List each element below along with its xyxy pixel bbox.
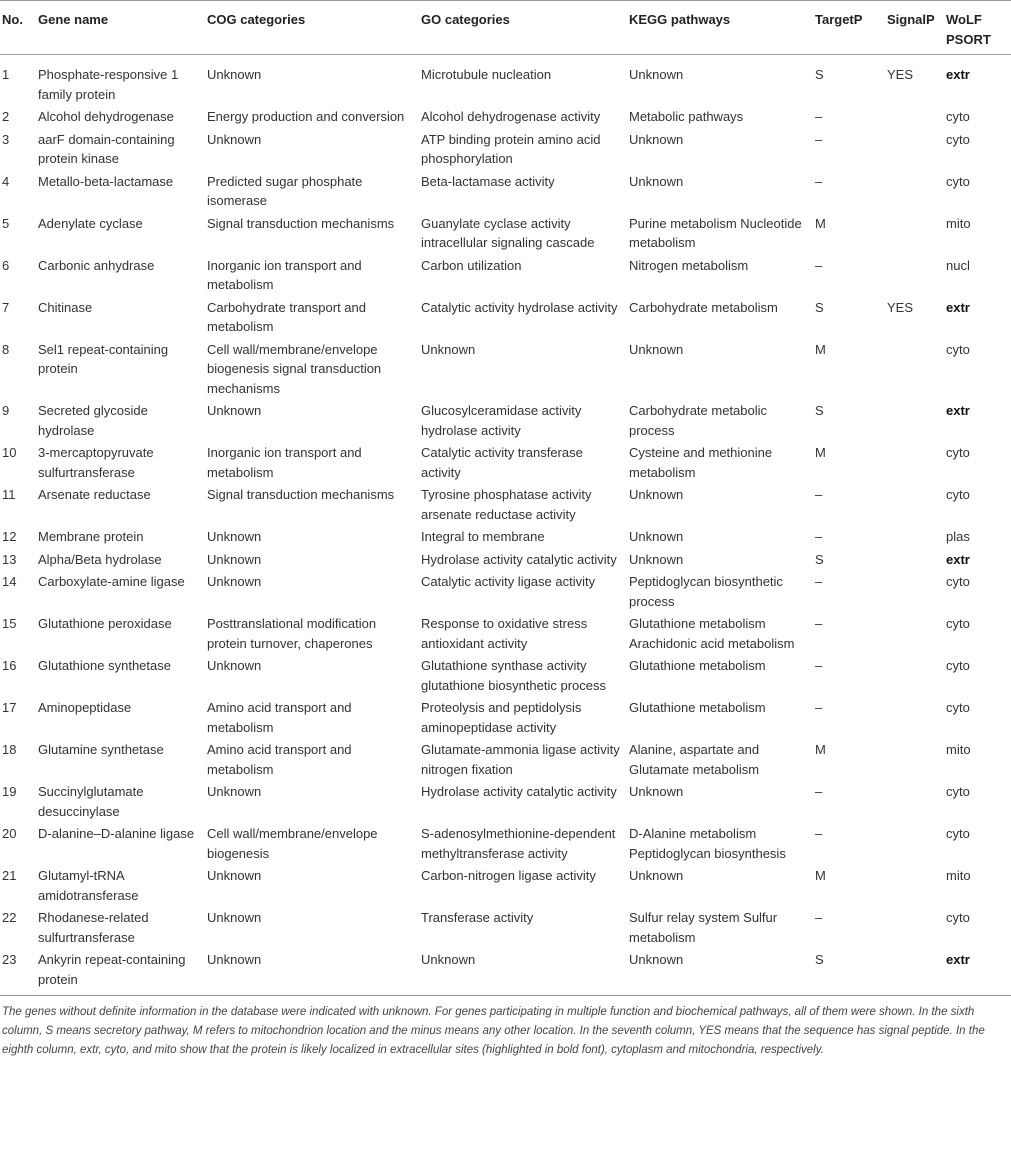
table-row <box>0 907 1011 949</box>
cell-no: 3 <box>2 131 10 147</box>
cell-kegg-pathway: Unknown <box>629 551 684 567</box>
cell-cog-category: Cell wall/membrane/envelope biogenesis <box>207 826 378 861</box>
cell-no: 20 <box>2 826 17 841</box>
cell-targetp: M <box>815 868 826 883</box>
cell-signalp <box>887 781 946 823</box>
header-targetp: TargetP <box>815 1 887 55</box>
table-row <box>0 55 1011 107</box>
cell-wolf-psort: cyto <box>946 658 970 673</box>
cell-go-category: Glutathione synthase activity glutathione biosynthetic process <box>421 658 607 693</box>
cell-signalp <box>887 171 946 213</box>
cell-no: 14 <box>2 574 17 589</box>
cell-signalp <box>887 697 946 739</box>
table-row <box>0 442 1011 484</box>
table-header <box>0 1 1011 55</box>
table-row <box>0 213 1011 255</box>
cell-kegg-pathway: Carbohydrate metabolic process <box>629 403 768 438</box>
cell-targetp: – <box>815 616 823 631</box>
cell-targetp: – <box>815 826 823 841</box>
cell-signalp <box>887 213 946 255</box>
cell-no: 5 <box>2 215 10 231</box>
cell-signalp <box>887 739 946 781</box>
cell-wolf-psort: cyto <box>946 616 970 631</box>
cell-go-category: Proteolysis and peptidolysis aminopeptidase activity <box>421 700 582 735</box>
cell-gene-name: Alpha/Beta hydrolase <box>38 551 162 567</box>
header-cog-categories: COG categories <box>207 1 421 55</box>
cell-cog-category: Unknown <box>207 574 262 589</box>
cell-targetp: M <box>815 742 826 757</box>
cell-go-category: Response to oxidative stress antioxidant activity <box>421 616 588 651</box>
cell-wolf-psort: extr <box>946 299 970 315</box>
cell-signalp <box>887 655 946 697</box>
cell-go-category: Tyrosine phosphatase activity arsenate reductase activity <box>421 487 592 522</box>
cell-gene-name: Metallo-beta-lactamase <box>38 173 174 189</box>
cell-signalp <box>887 613 946 655</box>
cell-no: 15 <box>2 616 17 631</box>
cell-gene-name: Glutathione synthetase <box>38 658 171 673</box>
cell-targetp: – <box>815 784 823 799</box>
cell-gene-name: Ankyrin repeat-containing protein <box>38 949 207 996</box>
header-row <box>0 1 1011 55</box>
cell-targetp: M <box>815 215 826 231</box>
cell-go-category: Catalytic activity hydrolase activity <box>421 299 618 315</box>
cell-targetp: S <box>815 403 824 418</box>
cell-gene-name: Glutamyl-tRNA amidotransferase <box>38 868 139 903</box>
cell-kegg-pathway: Purine metabolism Nucleotide metabolism <box>629 215 802 250</box>
cell-cog-category: Amino acid transport and metabolism <box>207 742 352 777</box>
cell-go-category: Glutamate-ammonia ligase activity nitrogen fixation <box>421 742 620 777</box>
table-row <box>0 655 1011 697</box>
cell-no: 2 <box>2 109 10 124</box>
cell-wolf-psort: mito <box>946 215 971 231</box>
cell-kegg-pathway: Carbohydrate metabolism <box>629 299 778 315</box>
cell-go-category: Unknown <box>421 341 476 357</box>
cell-cog-category: Amino acid transport and metabolism <box>207 700 352 735</box>
cell-gene-name: Carbonic anhydrase <box>38 257 155 273</box>
cell-targetp: M <box>815 341 826 357</box>
cell-kegg-pathway: Peptidoglycan biosynthetic process <box>629 574 783 609</box>
cell-wolf-psort: extr <box>946 551 970 567</box>
cell-no: 19 <box>2 784 17 799</box>
cell-cog-category: Energy production and conversion <box>207 109 405 124</box>
cell-kegg-pathway: Unknown <box>629 949 815 996</box>
header-kegg-pathways: KEGG pathways <box>629 1 815 55</box>
cell-cog-category: Predicted sugar phosphate isomerase <box>207 173 363 208</box>
cell-kegg-pathway: Glutathione metabolism <box>629 700 766 715</box>
cell-no: 10 <box>2 445 17 460</box>
table-row <box>0 571 1011 613</box>
cell-go-category: ATP binding protein amino acid phosphorylation <box>421 131 601 166</box>
header-wolf-psort: WoLF PSORT <box>946 1 1011 55</box>
cell-go-category: S-adenosylmethionine-dependent methyltransferase activity <box>421 826 616 861</box>
cell-signalp: YES <box>887 67 914 82</box>
cell-cog-category: Unknown <box>207 868 262 883</box>
cell-signalp <box>887 526 946 549</box>
cell-go-category: Guanylate cyclase activity intracellular signaling cascade <box>421 215 595 250</box>
table-row <box>0 739 1011 781</box>
cell-gene-name: Sel1 repeat-containing protein <box>38 341 169 376</box>
table-row <box>0 823 1011 865</box>
cell-cog-category: Unknown <box>207 784 262 799</box>
cell-go-category: Hydrolase activity catalytic activity <box>421 784 617 799</box>
cell-wolf-psort: cyto <box>946 445 970 460</box>
cell-targetp: – <box>815 574 823 589</box>
cell-gene-name: Glutamine synthetase <box>38 742 164 757</box>
cell-gene-name: Chitinase <box>38 299 93 315</box>
cell-wolf-psort: cyto <box>946 109 970 124</box>
cell-cog-category: Unknown <box>207 67 262 82</box>
cell-go-category: Catalytic activity transferase activity <box>421 445 583 480</box>
cell-cog-category: Inorganic ion transport and metabolism <box>207 257 362 292</box>
cell-signalp <box>887 442 946 484</box>
cell-wolf-psort: cyto <box>946 487 970 502</box>
cell-wolf-psort: extr <box>946 949 1011 996</box>
cell-targetp: M <box>815 445 826 460</box>
cell-signalp <box>887 106 946 129</box>
cell-targetp: – <box>815 658 823 673</box>
cell-kegg-pathway: Unknown <box>629 784 684 799</box>
cell-gene-name: aarF domain-containing protein kinase <box>38 131 175 166</box>
cell-gene-name: Membrane protein <box>38 529 144 544</box>
cell-signalp <box>887 865 946 907</box>
cell-gene-name: Glutathione peroxidase <box>38 616 172 631</box>
cell-go-category: Beta-lactamase activity <box>421 173 555 189</box>
cell-gene-name: D-alanine–D-alanine ligase <box>38 826 195 841</box>
cell-kegg-pathway: Sulfur relay system Sulfur metabolism <box>629 910 778 945</box>
cell-kegg-pathway: Unknown <box>629 173 684 189</box>
cell-targetp: – <box>815 910 823 925</box>
cell-wolf-psort: cyto <box>946 826 970 841</box>
cell-no: 21 <box>2 868 17 883</box>
cell-no: 7 <box>2 299 10 315</box>
cell-wolf-psort: nucl <box>946 257 970 273</box>
cell-no: 23 <box>0 949 38 996</box>
cell-go-category: Hydrolase activity catalytic activity <box>421 551 617 567</box>
table-row <box>0 781 1011 823</box>
table-row <box>0 613 1011 655</box>
table-row <box>0 697 1011 739</box>
cell-wolf-psort: cyto <box>946 784 970 799</box>
cell-wolf-psort: mito <box>946 868 971 883</box>
cell-no: 11 <box>2 487 16 502</box>
table-row <box>0 339 1011 401</box>
table-row <box>0 865 1011 907</box>
cell-kegg-pathway: Cysteine and methionine metabolism <box>629 445 773 480</box>
cell-targetp: – <box>815 257 823 273</box>
cell-no: 9 <box>2 403 10 418</box>
table-row <box>0 297 1011 339</box>
table-body <box>0 55 1011 996</box>
header-no: No. <box>0 1 38 55</box>
header-go-categories: GO categories <box>421 1 629 55</box>
table-row <box>0 549 1011 572</box>
cell-cog-category: Unknown <box>207 910 262 925</box>
cell-wolf-psort: cyto <box>946 700 970 715</box>
cell-gene-name: Aminopeptidase <box>38 700 132 715</box>
cell-no: 22 <box>2 910 17 925</box>
cell-wolf-psort: extr <box>946 67 970 82</box>
cell-kegg-pathway: Unknown <box>629 131 684 147</box>
cell-no: 6 <box>2 257 10 273</box>
cell-wolf-psort: plas <box>946 529 970 544</box>
cell-targetp: – <box>815 173 823 189</box>
cell-signalp <box>887 571 946 613</box>
cell-signalp <box>887 400 946 442</box>
cell-go-category: Carbon-nitrogen ligase activity <box>421 868 596 883</box>
table-row <box>0 484 1011 526</box>
cell-targetp: – <box>815 109 823 124</box>
cell-go-category: Transferase activity <box>421 910 534 925</box>
cell-cog-category: Unknown <box>207 658 262 673</box>
cell-no: 16 <box>2 658 17 673</box>
cell-cog-category: Unknown <box>207 131 262 147</box>
cell-signalp <box>887 339 946 401</box>
cell-kegg-pathway: Metabolic pathways <box>629 109 744 124</box>
cell-cog-category: Cell wall/membrane/envelope biogenesis signal transduction mechanisms <box>207 341 382 396</box>
table-row <box>0 255 1011 297</box>
cell-signalp: YES <box>887 299 914 315</box>
cell-gene-name: Alcohol dehydrogenase <box>38 109 174 124</box>
cell-kegg-pathway: Unknown <box>629 529 684 544</box>
table-row <box>0 129 1011 171</box>
cell-kegg-pathway: Nitrogen metabolism <box>629 257 749 273</box>
cell-wolf-psort: mito <box>946 742 971 757</box>
cell-gene-name: Arsenate reductase <box>38 487 151 502</box>
cell-kegg-pathway: Unknown <box>629 67 684 82</box>
cell-signalp <box>887 907 946 949</box>
cell-signalp <box>887 129 946 171</box>
cell-cog-category: Unknown <box>207 551 262 567</box>
cell-kegg-pathway: Glutathione metabolism <box>629 658 766 673</box>
cell-signalp <box>887 949 946 996</box>
table-row <box>0 400 1011 442</box>
cell-gene-name: Carboxylate-amine ligase <box>38 574 185 589</box>
table-footnote: The genes without definite information in the database were indicated with unknown. For genes participating in multiple function and biochemical pathways, all of them were shown. In the sixth column, S means secretory pathway, M refers to mitochondrion location and the minus means any other location. In the seventh column, YES means that the sequence has signal peptide. In the eighth column, extr, cyto, and mito show that the protein is likely localized in extracellular sites (highlighted in bold font), cytoplasm and mitochondria, respectively. <box>2 1006 985 1056</box>
cell-targetp: S <box>815 551 824 567</box>
cell-targetp: S <box>815 67 824 82</box>
cell-gene-name: Rhodanese-related sulfurtransferase <box>38 910 149 945</box>
cell-gene-name: Secreted glycoside hydrolase <box>38 403 148 438</box>
cell-cog-category: Signal transduction mechanisms <box>207 487 395 502</box>
cell-kegg-pathway: Unknown <box>629 487 684 502</box>
cell-go-category: Integral to membrane <box>421 529 545 544</box>
cell-kegg-pathway: Unknown <box>629 341 684 357</box>
header-gene-name: Gene name <box>38 1 207 55</box>
cell-wolf-psort: cyto <box>946 131 970 147</box>
cell-signalp <box>887 823 946 865</box>
cell-no: 4 <box>2 173 10 189</box>
cell-wolf-psort: cyto <box>946 173 970 189</box>
cell-go-category: Microtubule nucleation <box>421 67 552 82</box>
cell-wolf-psort: extr <box>946 403 970 418</box>
cell-go-category: Carbon utilization <box>421 257 522 273</box>
cell-kegg-pathway: D-Alanine metabolism Peptidoglycan biosynthesis <box>629 826 786 861</box>
cell-go-category: Unknown <box>421 949 629 996</box>
cell-no: 18 <box>2 742 17 757</box>
table-row <box>0 949 1011 996</box>
cell-targetp: – <box>815 487 823 502</box>
cell-signalp <box>887 255 946 297</box>
cell-cog-category: Unknown <box>207 529 262 544</box>
cell-go-category: Glucosylceramidase activity hydrolase activity <box>421 403 582 438</box>
cell-targetp: – <box>815 529 823 544</box>
cell-cog-category: Unknown <box>207 949 421 996</box>
cell-gene-name: 3-mercaptopyruvate sulfurtransferase <box>38 445 154 480</box>
header-signalp: SignalP <box>887 1 946 55</box>
cell-targetp: – <box>815 131 823 147</box>
cell-no: 13 <box>2 551 17 567</box>
cell-no: 12 <box>2 529 17 544</box>
cell-cog-category: Carbohydrate transport and metabolism <box>207 299 366 334</box>
cell-gene-name: Adenylate cyclase <box>38 215 143 231</box>
cell-targetp: S <box>815 299 824 315</box>
cell-cog-category: Inorganic ion transport and metabolism <box>207 445 362 480</box>
cell-go-category: Catalytic activity ligase activity <box>421 574 596 589</box>
cell-no: 8 <box>2 341 10 357</box>
cell-kegg-pathway: Glutathione metabolism Arachidonic acid metabolism <box>629 616 795 651</box>
table-row <box>0 106 1011 129</box>
cell-gene-name: Succinylglutamate desuccinylase <box>38 784 144 819</box>
cell-no: 1 <box>2 67 10 82</box>
cell-kegg-pathway: Alanine, aspartate and Glutamate metabolism <box>629 742 760 777</box>
table-row <box>0 171 1011 213</box>
cell-targetp: – <box>815 700 823 715</box>
cell-signalp <box>887 484 946 526</box>
cell-gene-name: Phosphate-responsive 1 family protein <box>38 67 179 102</box>
table-row <box>0 526 1011 549</box>
cell-cog-category: Posttranslational modification protein turnover, chaperones <box>207 616 377 651</box>
cell-targetp: S <box>815 949 887 996</box>
cell-wolf-psort: cyto <box>946 341 970 357</box>
cell-signalp <box>887 549 946 572</box>
cell-wolf-psort: cyto <box>946 574 970 589</box>
cell-no: 17 <box>2 700 17 715</box>
cell-kegg-pathway: Unknown <box>629 868 684 883</box>
cell-cog-category: Signal transduction mechanisms <box>207 215 395 231</box>
cell-wolf-psort: cyto <box>946 910 970 925</box>
cell-go-category: Alcohol dehydrogenase activity <box>421 109 601 124</box>
cell-cog-category: Unknown <box>207 403 262 418</box>
